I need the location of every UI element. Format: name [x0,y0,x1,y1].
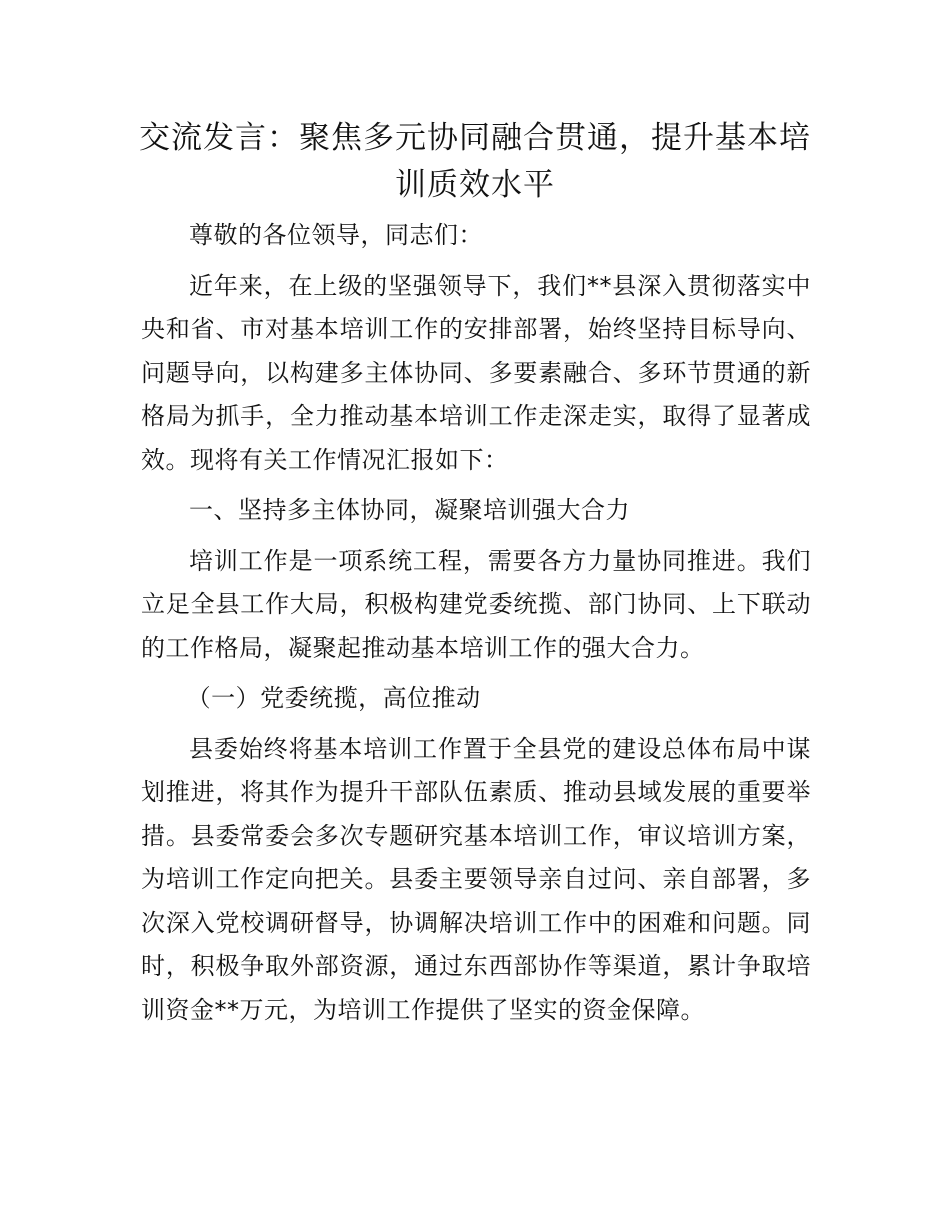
section-1-paragraph: 培训工作是一项系统工程，需要各方力量协同推进。我们立足全县工作大局，积极构建党委统揽、部门协同、上下联动的工作格局，凝聚起推动基本培训工作的强大合力。 [141,546,811,662]
document-body [141,214,811,1032]
intro-paragraph: 近年来，在上级的坚强领导下，我们**县深入贯彻落实中央和省、市对基本培训工作的安排部署，始终坚持目标导向、问题导向，以构建多主体协同、多要素融合、多环节贯通的新格局为抓手，全力推动基本培训工作走深走实，取得了显著成效。现将有关工作情况汇报如下： [141,271,811,474]
salutation: 尊敬的各位领导，同志们： [189,221,483,249]
document-title: 交流发言：聚焦多元协同融合贯通，提升基本培训质效水平 [139,120,811,203]
subsection-1-heading: （一）党委统揽，高位推动 [186,684,481,712]
subsection-1-paragraph: 县委始终将基本培训工作置于全县党的建设总体布局中谋划推进，将其作为提升干部队伍素质、推动县域发展的重要举措。县委常委会多次专题研究基本培训工作，审议培训方案，为培训工作定向把关。县委主要领导亲自过问、亲自部署，多次深入党校调研督导，协调解决培训工作中的困难和问题。同时，积极争取外部资源，通过东西部协作等渠道，累计争取培训资金**万元，为培训工作提供了坚实的资金保障。 [141,734,811,1024]
section-1-heading: 一、坚持多主体协同，凝聚培训强大合力 [189,496,630,524]
